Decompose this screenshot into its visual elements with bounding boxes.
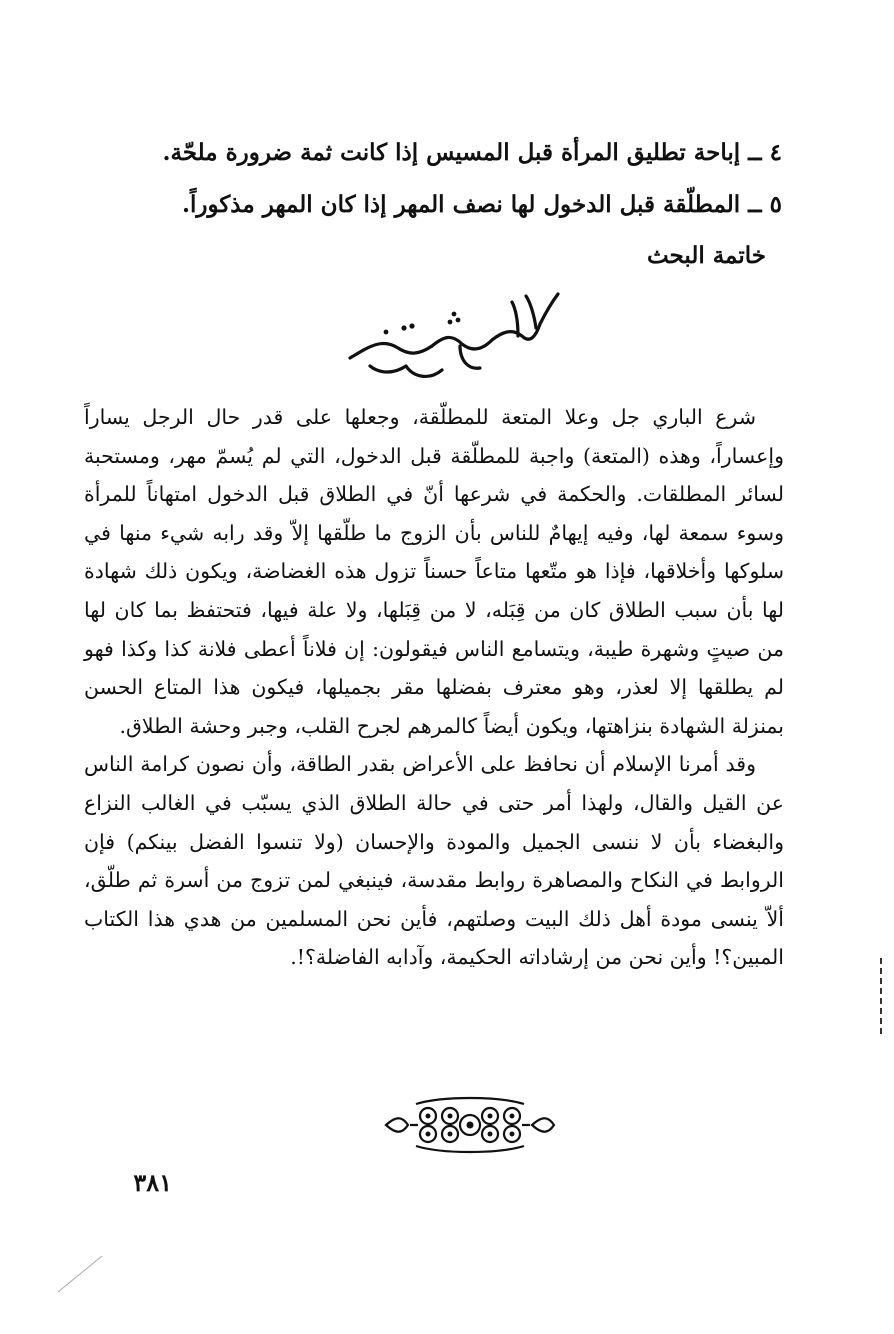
pencil-stroke [56, 1252, 106, 1294]
list-item: ٥ ــ المطلّقة قبل الدخول لها نصف المهر إذا كان المهر مذكوراً. [181, 191, 782, 218]
calligraphy-title [340, 288, 566, 384]
list-item: ٤ ــ إباحة تطليق المرأة قبل المسيس إذا كانت ثمة ضرورة ملحّة. [162, 139, 782, 166]
paragraph: شرع الباري جل وعلا المتعة للمطلّقة، وجعلها على قدر حال الرجل يساراً وإعساراً، وهذه (المتعة) واجبة للمطلّقة قبل الدخول، التي لم يُسمّ مهر، ومستحبة لسائر المطلقات. والحكمة في شرعها أنّ في الطلاق قبل الدخول امتهاناً للمرأة وسوء سمعة لها، وفيه إيهامٌ للناس بأن الزوج ما طلّقها إلاّ وقد رابه شيء منها في سلوكها وأخلاقها، فإذا هو متّعها متاعاً حسناً تزول هذه الغضاضة، ويكون ذلك شهادة لها بأن سبب الطلاق كان من قِبَله، لا من قِبَلها، ولا علة فيها، فتحتفظ بما كان لها من صيتٍ وشهرة طيبة، ويتسامع الناس فيقولون: إن فلاناً أعطى فلانة كذا وكذا فهو لم يطلقها إلا لعذر، وهو معترف بفضلها مقر بجميلها، فيكون هذا المتاع الحسن بمنزلة الشهادة بنزاهتها، ويكون أيضاً كالمرهم لجرح القلب، وجبر وحشة الطلاق. [84, 405, 784, 738]
paragraph: وقد أمرنا الإسلام أن نحافظ على الأعراض بقدر الطاقة، وأن نصون كرامة الناس عن القيل والقال، ولهذا أمر حتى في حالة الطلاق الذي يسبّب في الغالب النزاع والبغضاء بأن لا ننسى الجميل والمودة والإحسان (ولا تنسوا الفضل بينكم) فإن الروابط في النكاح والمصاهرة روابط مقدسة، فينبغي لمن تزوج من أسرة ثم طلّق، ألاّ ينسى مودة أهل ذلك البيت وصلتهم، فأين نحن المسلمين من هدي هذا الكتاب المبين؟! وأين نحن من إرشاداته الحكيمة، وآدابه الفاضلة؟!. [84, 752, 784, 970]
body-text [84, 398, 784, 977]
section-heading: خاتمة البحث [646, 242, 766, 269]
page-number: ٣٨١ [133, 1168, 172, 1197]
margin-mark [876, 956, 886, 1036]
rulings-list [92, 127, 782, 231]
ornament-divider-icon [382, 1094, 558, 1156]
